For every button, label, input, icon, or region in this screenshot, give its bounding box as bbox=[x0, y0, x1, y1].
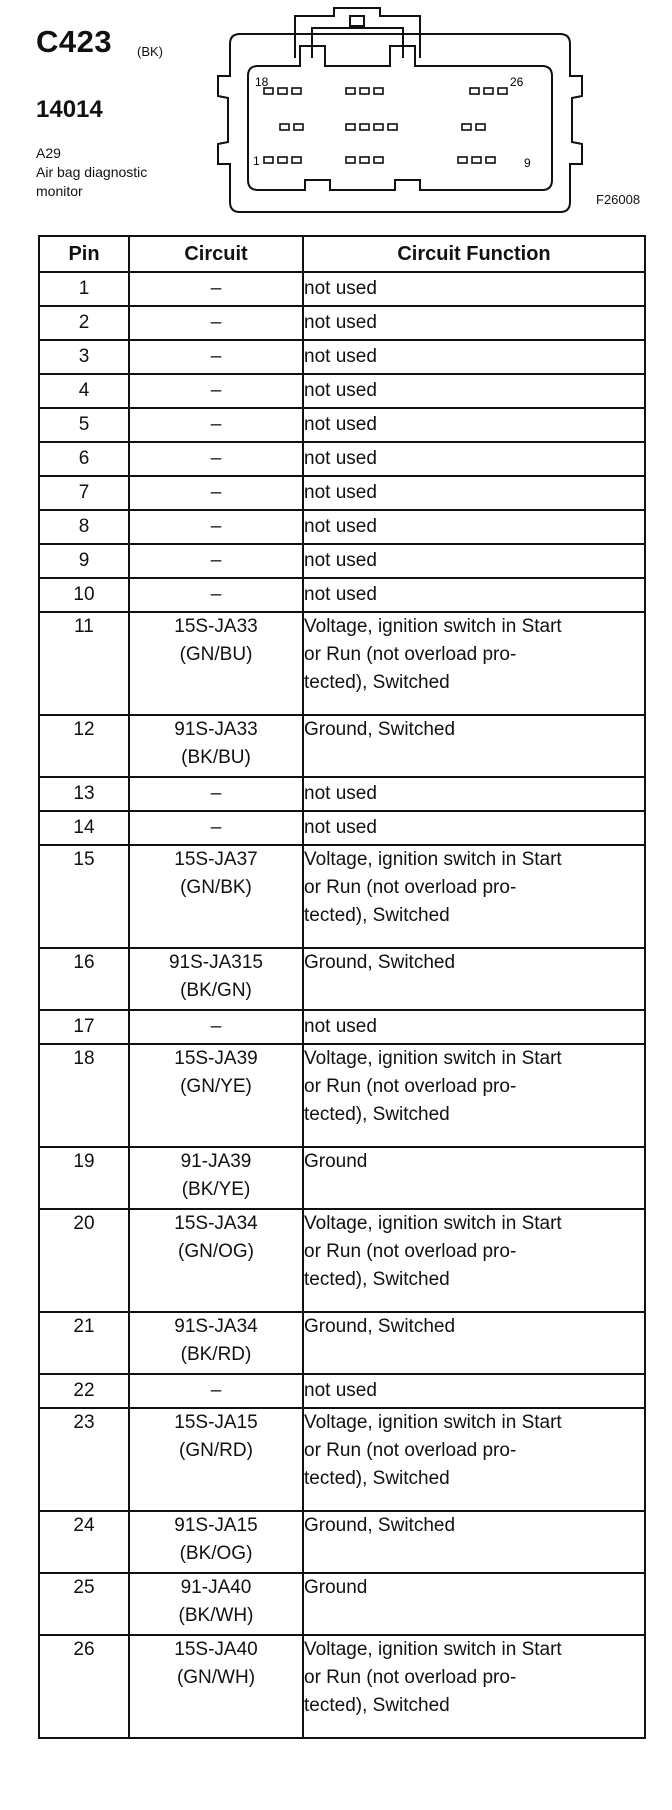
circuit-function-cell bbox=[303, 272, 645, 306]
table-row bbox=[39, 374, 645, 408]
pin-label-1: 1 bbox=[253, 154, 260, 168]
circuit-line: – bbox=[210, 817, 222, 838]
function-line: not used bbox=[304, 278, 377, 299]
function-line: not used bbox=[304, 414, 377, 435]
pin-number: 17 bbox=[39, 1010, 129, 1044]
table-row bbox=[39, 1147, 645, 1209]
connector-color: (BK) bbox=[137, 44, 163, 59]
function-line: not used bbox=[304, 817, 377, 838]
circuit-line: 15S-JA40 bbox=[174, 1639, 258, 1660]
pin-number: 26 bbox=[39, 1635, 129, 1738]
pin-number: 20 bbox=[39, 1209, 129, 1312]
circuit-function-cell bbox=[303, 948, 645, 1010]
function-line: or Run (not overload pro- bbox=[304, 1076, 517, 1097]
table-row bbox=[39, 1374, 645, 1408]
circuit-function-cell bbox=[303, 715, 645, 777]
circuit-function-cell bbox=[303, 1573, 645, 1635]
table-row bbox=[39, 845, 645, 948]
circuit-line: 91-JA39 bbox=[180, 1151, 252, 1172]
circuit-cell bbox=[129, 1374, 303, 1408]
circuit-cell bbox=[129, 1408, 303, 1511]
pin-number: 23 bbox=[39, 1408, 129, 1511]
function-line: Ground, Switched bbox=[304, 1515, 456, 1536]
circuit-function-cell bbox=[303, 1209, 645, 1312]
connector-header bbox=[0, 0, 672, 230]
function-line: not used bbox=[304, 516, 377, 537]
pin-number: 13 bbox=[39, 777, 129, 811]
circuit-line: (GN/YE) bbox=[180, 1076, 252, 1097]
part-number: 14014 bbox=[36, 96, 103, 123]
circuit-function-cell bbox=[303, 374, 645, 408]
connector-face-diagram bbox=[200, 6, 600, 218]
pin-number: 4 bbox=[39, 374, 129, 408]
function-line: not used bbox=[304, 783, 377, 804]
pin-number: 25 bbox=[39, 1573, 129, 1635]
function-line: not used bbox=[304, 448, 377, 469]
column-header-pin: Pin bbox=[39, 236, 129, 272]
function-line: Voltage, ignition switch in Start bbox=[304, 616, 562, 637]
function-line: or Run (not overload pro- bbox=[304, 1667, 517, 1688]
circuit-line: – bbox=[210, 516, 222, 537]
circuit-function-cell bbox=[303, 1511, 645, 1573]
circuit-cell bbox=[129, 578, 303, 612]
function-line: tected), Switched bbox=[304, 1104, 450, 1125]
pin-number: 15 bbox=[39, 845, 129, 948]
circuit-function-cell bbox=[303, 578, 645, 612]
function-line: tected), Switched bbox=[304, 1695, 450, 1716]
circuit-cell bbox=[129, 948, 303, 1010]
circuit-line: – bbox=[210, 380, 222, 401]
table-row bbox=[39, 1209, 645, 1312]
pin-number: 1 bbox=[39, 272, 129, 306]
circuit-cell bbox=[129, 1511, 303, 1573]
function-line: Ground, Switched bbox=[304, 1316, 456, 1337]
pin-number: 21 bbox=[39, 1312, 129, 1374]
circuit-line: – bbox=[210, 584, 222, 605]
function-line: not used bbox=[304, 550, 377, 571]
table-row bbox=[39, 1010, 645, 1044]
table-row bbox=[39, 612, 645, 715]
function-line: Ground, Switched bbox=[304, 719, 456, 740]
column-header-circuit: Circuit bbox=[129, 236, 303, 272]
circuit-line: 15S-JA37 bbox=[174, 849, 258, 870]
circuit-line: (GN/BK) bbox=[180, 877, 252, 898]
circuit-cell bbox=[129, 340, 303, 374]
pin-table bbox=[38, 235, 646, 1739]
circuit-cell bbox=[129, 476, 303, 510]
circuit-function-cell bbox=[303, 476, 645, 510]
function-line: or Run (not overload pro- bbox=[304, 1241, 517, 1262]
circuit-cell bbox=[129, 715, 303, 777]
pin-number: 5 bbox=[39, 408, 129, 442]
pin-number: 8 bbox=[39, 510, 129, 544]
circuit-function-cell bbox=[303, 612, 645, 715]
pin-number: 24 bbox=[39, 1511, 129, 1573]
circuit-cell bbox=[129, 1312, 303, 1374]
pin-label-18: 18 bbox=[255, 75, 269, 89]
pin-number: 6 bbox=[39, 442, 129, 476]
circuit-line: – bbox=[210, 414, 222, 435]
table-row bbox=[39, 1312, 645, 1374]
function-line: tected), Switched bbox=[304, 672, 450, 693]
circuit-line: (GN/OG) bbox=[178, 1241, 254, 1262]
circuit-cell bbox=[129, 442, 303, 476]
circuit-line: – bbox=[210, 278, 222, 299]
table-row bbox=[39, 408, 645, 442]
circuit-function-cell bbox=[303, 442, 645, 476]
circuit-line: 15S-JA15 bbox=[174, 1412, 258, 1433]
figure-code: F26008 bbox=[596, 192, 641, 207]
circuit-line: (BK/BU) bbox=[181, 747, 251, 768]
function-line: not used bbox=[304, 584, 377, 605]
circuit-function-cell bbox=[303, 408, 645, 442]
circuit-line: (BK/OG) bbox=[179, 1543, 253, 1564]
table-row bbox=[39, 306, 645, 340]
function-line: Voltage, ignition switch in Start bbox=[304, 849, 562, 870]
circuit-function-cell bbox=[303, 845, 645, 948]
function-line: Ground, Switched bbox=[304, 952, 456, 973]
connector-id: C423 bbox=[36, 24, 113, 59]
circuit-line: – bbox=[210, 346, 222, 367]
circuit-cell bbox=[129, 510, 303, 544]
table-row bbox=[39, 510, 645, 544]
function-line: not used bbox=[304, 380, 377, 401]
circuit-function-cell bbox=[303, 1010, 645, 1044]
pin-label-9: 9 bbox=[524, 156, 531, 170]
function-line: tected), Switched bbox=[304, 905, 450, 926]
pin-label-26: 26 bbox=[510, 75, 524, 89]
function-line: not used bbox=[304, 1380, 377, 1401]
circuit-line: 15S-JA34 bbox=[174, 1213, 258, 1234]
function-line: or Run (not overload pro- bbox=[304, 644, 517, 665]
circuit-line: 91S-JA34 bbox=[174, 1316, 258, 1337]
circuit-line: (GN/BU) bbox=[179, 644, 253, 665]
circuit-line: (GN/RD) bbox=[179, 1440, 253, 1461]
circuit-function-cell bbox=[303, 1635, 645, 1738]
table-row bbox=[39, 811, 645, 845]
circuit-line: – bbox=[210, 448, 222, 469]
circuit-function-cell bbox=[303, 1374, 645, 1408]
pin-number: 11 bbox=[39, 612, 129, 715]
function-line: Ground bbox=[304, 1577, 368, 1598]
circuit-line: – bbox=[210, 1380, 222, 1401]
circuit-cell bbox=[129, 777, 303, 811]
table-row bbox=[39, 715, 645, 777]
circuit-line: 15S-JA33 bbox=[174, 616, 258, 637]
circuit-function-cell bbox=[303, 1147, 645, 1209]
circuit-cell bbox=[129, 1573, 303, 1635]
pin-number: 18 bbox=[39, 1044, 129, 1147]
table-row bbox=[39, 1511, 645, 1573]
function-line: Voltage, ignition switch in Start bbox=[304, 1639, 562, 1660]
circuit-function-cell bbox=[303, 510, 645, 544]
function-line: Ground bbox=[304, 1151, 368, 1172]
pin-number: 9 bbox=[39, 544, 129, 578]
circuit-function-cell bbox=[303, 544, 645, 578]
circuit-function-cell bbox=[303, 340, 645, 374]
function-line: not used bbox=[304, 312, 377, 333]
module-code: A29 bbox=[36, 145, 61, 161]
circuit-line: 91S-JA315 bbox=[168, 952, 263, 973]
function-line: not used bbox=[304, 346, 377, 367]
table-row bbox=[39, 272, 645, 306]
function-line: not used bbox=[304, 482, 377, 503]
pin-number: 19 bbox=[39, 1147, 129, 1209]
table-row bbox=[39, 1408, 645, 1511]
pin-number: 14 bbox=[39, 811, 129, 845]
module-name-line-1: Air bag diagnostic bbox=[36, 164, 148, 180]
circuit-line: 91-JA40 bbox=[180, 1577, 252, 1598]
circuit-cell bbox=[129, 1635, 303, 1738]
circuit-line: 91S-JA33 bbox=[174, 719, 258, 740]
circuit-cell bbox=[129, 306, 303, 340]
circuit-function-cell bbox=[303, 1408, 645, 1511]
table-row bbox=[39, 578, 645, 612]
circuit-line: – bbox=[210, 783, 222, 804]
circuit-line: 91S-JA15 bbox=[174, 1515, 258, 1536]
table-row bbox=[39, 476, 645, 510]
circuit-cell bbox=[129, 1209, 303, 1312]
circuit-line: – bbox=[210, 550, 222, 571]
function-line: Voltage, ignition switch in Start bbox=[304, 1412, 562, 1433]
circuit-cell bbox=[129, 272, 303, 306]
circuit-cell bbox=[129, 612, 303, 715]
function-line: not used bbox=[304, 1016, 377, 1037]
circuit-line: 15S-JA39 bbox=[174, 1048, 258, 1069]
circuit-line: (BK/YE) bbox=[181, 1179, 251, 1200]
function-line: Voltage, ignition switch in Start bbox=[304, 1213, 562, 1234]
circuit-cell bbox=[129, 1147, 303, 1209]
table-header-row bbox=[39, 236, 645, 272]
function-line: or Run (not overload pro- bbox=[304, 1440, 517, 1461]
circuit-cell bbox=[129, 544, 303, 578]
circuit-function-cell bbox=[303, 811, 645, 845]
circuit-line: – bbox=[210, 312, 222, 333]
table-row bbox=[39, 442, 645, 476]
pin-number: 7 bbox=[39, 476, 129, 510]
module-description bbox=[36, 144, 147, 201]
circuit-cell bbox=[129, 408, 303, 442]
function-line: tected), Switched bbox=[304, 1468, 450, 1489]
module-name-line-2: monitor bbox=[36, 183, 83, 199]
table-row bbox=[39, 1044, 645, 1147]
pin-number: 22 bbox=[39, 1374, 129, 1408]
pin-number: 16 bbox=[39, 948, 129, 1010]
circuit-cell bbox=[129, 845, 303, 948]
circuit-line: (BK/GN) bbox=[180, 980, 252, 1001]
circuit-line: – bbox=[210, 482, 222, 503]
column-header-function: Circuit Function bbox=[303, 236, 645, 272]
circuit-function-cell bbox=[303, 777, 645, 811]
circuit-cell bbox=[129, 1044, 303, 1147]
table-row bbox=[39, 777, 645, 811]
circuit-cell bbox=[129, 374, 303, 408]
circuit-line: (GN/WH) bbox=[176, 1667, 256, 1688]
circuit-line: (BK/RD) bbox=[180, 1344, 252, 1365]
table-row bbox=[39, 544, 645, 578]
circuit-line: (BK/WH) bbox=[178, 1605, 254, 1626]
circuit-cell bbox=[129, 1010, 303, 1044]
pin-number: 12 bbox=[39, 715, 129, 777]
function-line: or Run (not overload pro- bbox=[304, 877, 517, 898]
circuit-function-cell bbox=[303, 1044, 645, 1147]
table-row bbox=[39, 340, 645, 374]
circuit-function-cell bbox=[303, 1312, 645, 1374]
pin-number: 10 bbox=[39, 578, 129, 612]
pin-number: 2 bbox=[39, 306, 129, 340]
circuit-cell bbox=[129, 811, 303, 845]
table-row bbox=[39, 1573, 645, 1635]
function-line: Voltage, ignition switch in Start bbox=[304, 1048, 562, 1069]
table-row bbox=[39, 1635, 645, 1738]
table-row bbox=[39, 948, 645, 1010]
circuit-line: – bbox=[210, 1016, 222, 1037]
function-line: tected), Switched bbox=[304, 1269, 450, 1290]
pin-number: 3 bbox=[39, 340, 129, 374]
circuit-function-cell bbox=[303, 306, 645, 340]
